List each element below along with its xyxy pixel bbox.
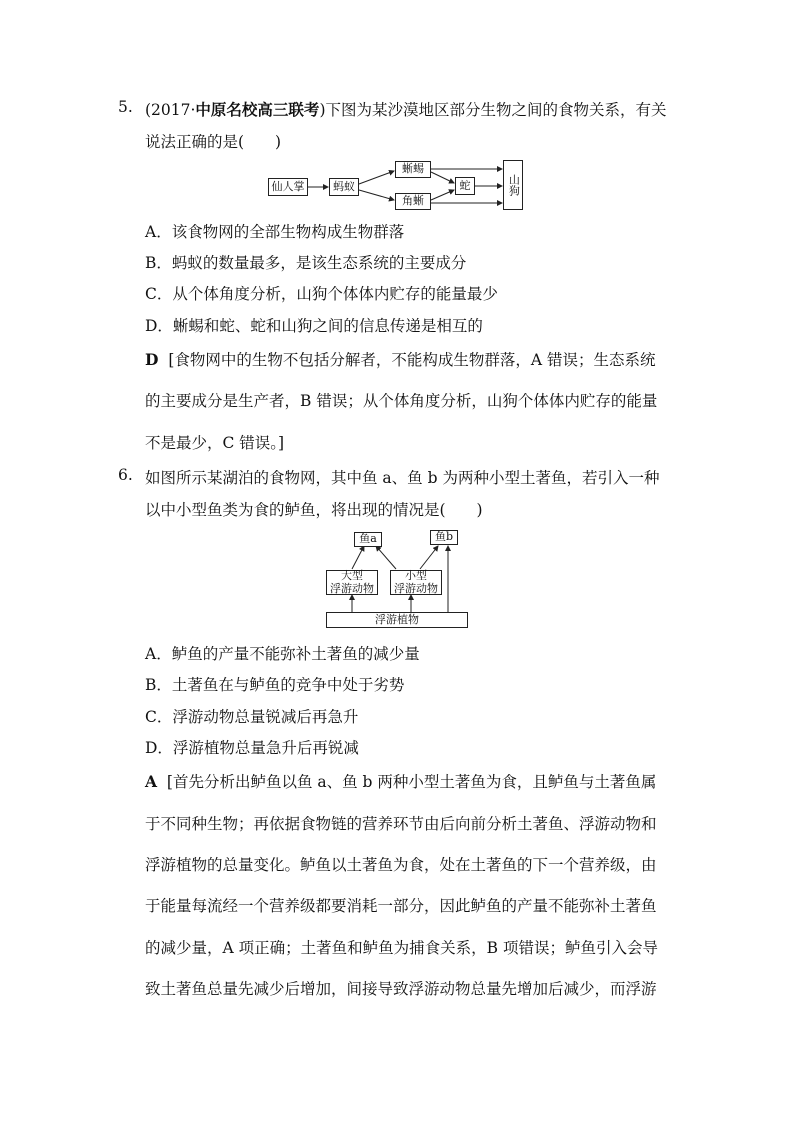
node-coyote: 山狗	[503, 160, 523, 210]
node-horned-lizard: 角蜥	[395, 193, 431, 210]
q5-option-b: B．蚂蚁的数量最多，是该生态系统的主要成分	[145, 254, 467, 272]
q5-answer-letter: D	[145, 350, 159, 369]
q6-option-b: B．土著鱼在与鲈鱼的竞争中处于劣势	[145, 676, 405, 694]
q5-source-close: )	[319, 101, 326, 119]
q5-explanation-line-2: 的主要成分是生产者，B 错误；从个体角度分析，山狗个体体内贮存的能量	[145, 392, 658, 410]
q5-stem-line-1	[145, 98, 667, 120]
node-large-zooplankton	[326, 570, 378, 595]
node-small-zooplankton	[390, 570, 442, 595]
node-cactus: 仙人掌	[268, 178, 308, 196]
node-snake: 蛇	[455, 177, 475, 195]
q5-explanation-line-1	[145, 348, 655, 370]
q5-stem-text: 下图为某沙漠地区部分生物之间的食物关系，有关	[325, 101, 667, 119]
small-zooplankton-line-1: 小型	[405, 568, 427, 582]
q5-food-web-diagram	[268, 160, 528, 210]
q6-explanation-line-4: 于能量每流经一个营养级都要消耗一部分，因此鲈鱼的产量不能弥补土著鱼	[145, 897, 657, 915]
q5-source-open: (2017·	[145, 101, 196, 119]
q6-stem-line-1: 如图所示某湖泊的食物网，其中鱼 a、鱼 b 为两种小型土著鱼，若引入一种	[145, 469, 660, 487]
q6-explanation-line-6: 致土著鱼总量先减少后增加，间接导致浮游动物总量先增加后减少，而浮游	[145, 980, 657, 998]
q5-explanation-text-1: [食物网中的生物不包括分解者，不能构成生物群落，A 错误；生态系统	[168, 351, 656, 369]
q6-explanation-text-1: [首先分析出鲈鱼以鱼 a、鱼 b 两种小型土著鱼为食，且鲈鱼与土著鱼属	[166, 773, 657, 791]
node-fish-b: 鱼b	[430, 530, 458, 545]
q5-number: 5.	[118, 98, 133, 116]
q6-option-a: A．鲈鱼的产量不能弥补土著鱼的减少量	[145, 645, 420, 663]
q6-explanation-line-5: 的减少量，A 项正确；土著鱼和鲈鱼为捕食关系，B 项错误；鲈鱼引入会导	[145, 939, 658, 957]
node-ant: 蚂蚁	[329, 178, 359, 196]
large-zooplankton-line-1: 大型	[341, 568, 363, 582]
node-fish-a: 鱼a	[354, 532, 382, 547]
node-lizard: 蜥蜴	[395, 161, 431, 178]
q5-explanation-line-3: 不是最少，C 错误。]	[145, 434, 285, 452]
q6-answer-letter: A	[145, 772, 158, 791]
small-zooplankton-line-2: 浮游动物	[394, 581, 438, 595]
q5-option-d: D．蜥蜴和蛇、蛇和山狗之间的信息传递是相互的	[145, 317, 483, 335]
node-phytoplankton: 浮游植物	[326, 612, 468, 628]
q6-food-web-diagram	[326, 530, 468, 630]
q5-source: 中原名校高三联考	[195, 100, 320, 119]
q6-option-d: D．浮游植物总量急升后再锐减	[145, 739, 359, 757]
q5-stem-line-2: 说法正确的是( )	[145, 133, 282, 151]
q6-stem-line-2: 以中小型鱼类为食的鲈鱼，将出现的情况是( )	[145, 501, 483, 519]
q5-option-a: A．该食物网的全部生物构成生物群落	[145, 223, 405, 241]
q6-explanation-line-2: 于不同种生物；再依据食物链的营养环节由后向前分析土著鱼、浮游动物和	[145, 815, 657, 833]
q5-option-c: C．从个体角度分析，山狗个体体内贮存的能量最少	[145, 285, 498, 303]
large-zooplankton-line-2: 浮游动物	[330, 581, 374, 595]
q6-explanation-line-3: 浮游植物的总量变化。鲈鱼以土著鱼为食，处在土著鱼的下一个营养级，由	[145, 856, 657, 874]
q6-option-c: C．浮游动物总量锐减后再急升	[145, 708, 359, 726]
q6-number: 6.	[118, 466, 133, 484]
q6-explanation-line-1	[145, 770, 656, 792]
